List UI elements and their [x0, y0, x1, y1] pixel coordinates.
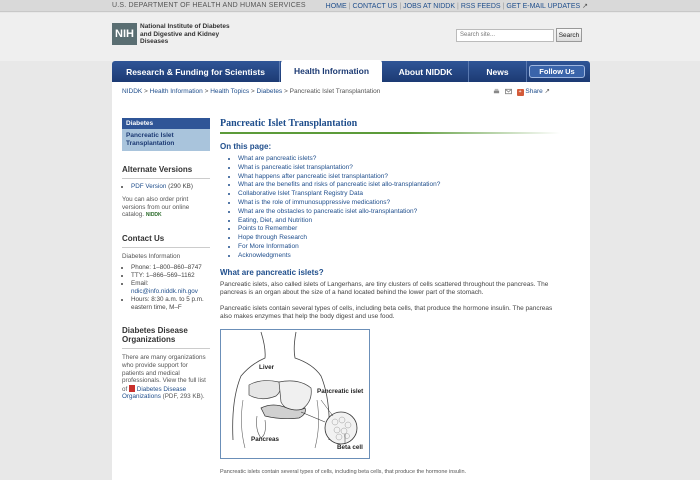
organizations-heading: Diabetes Disease Organizations	[122, 326, 210, 349]
sidebar	[122, 118, 210, 401]
search-button[interactable]: Search	[556, 28, 582, 42]
sidebar-section-header[interactable]: Diabetes	[122, 118, 210, 129]
content-area	[112, 82, 590, 480]
niddk-tag[interactable]: NIDDK	[145, 212, 162, 219]
external-link-icon: ↗	[582, 3, 588, 10]
breadcrumb-niddk[interactable]: NIDDK	[122, 88, 143, 95]
orgs-size: (PDF, 293 KB).	[162, 393, 205, 401]
page-title: Pancreatic Islet Transplantation	[220, 118, 358, 129]
toc-item[interactable]	[238, 190, 560, 199]
print-icon[interactable]	[493, 88, 500, 95]
toc-item[interactable]	[238, 234, 560, 243]
toc-item[interactable]	[238, 208, 560, 217]
utility-links: HOME | CONTACT US | JOBS AT NIDDK | RSS FEEDS | GET E-MAIL UPDATES ↗	[325, 3, 588, 10]
toc-item[interactable]	[238, 199, 560, 208]
toc-link[interactable]: Acknowledgments	[238, 251, 291, 259]
paragraph: Pancreatic islets contain several types of cells, including beta cells, that produce the hormone insulin. The pancreas also makes enzymes that help the body digest and use food.	[220, 304, 553, 321]
email-link[interactable]: ndic@info.niddk.nih.gov	[131, 288, 198, 296]
search-input[interactable]: Search site...	[456, 29, 554, 42]
tab-health-information[interactable]: Health Information	[281, 60, 382, 82]
toc-link[interactable]: What is pancreatic islet transplantation?	[238, 163, 353, 171]
page-tools	[493, 87, 550, 96]
toc-link[interactable]: What are pancreatic islets?	[238, 155, 317, 162]
order-text-body: You can also order print versions from our online catalog.	[122, 196, 190, 219]
toc-item[interactable]	[238, 225, 560, 234]
sidebar-item-islet-transplantation[interactable]: Pancreatic Islet Transplantation	[122, 129, 210, 151]
email-label: Email:	[131, 280, 149, 288]
pdf-icon	[129, 385, 135, 392]
tab-news[interactable]: News	[469, 61, 527, 82]
toc-item[interactable]	[238, 173, 560, 182]
on-this-page-heading: On this page:	[220, 142, 272, 151]
toc-link[interactable]: What are the obstacles to pancreatic islet allo-transplantation?	[238, 207, 418, 215]
figure-label-beta-cell: Beta cell	[337, 443, 363, 451]
home-link[interactable]: HOME	[325, 3, 347, 10]
jobs-link[interactable]: JOBS AT NIDDK	[403, 3, 456, 10]
pdf-size: (290 KB)	[168, 183, 193, 190]
tab-about-niddk[interactable]: About NIDDK	[383, 61, 469, 82]
toc-item[interactable]	[238, 155, 560, 164]
toc-link[interactable]: For More Information	[238, 242, 299, 250]
main-article	[220, 118, 560, 475]
share-icon: +	[517, 89, 524, 96]
breadcrumb-health-topics[interactable]: Health Topics	[210, 88, 250, 95]
pdf-version-item	[131, 183, 210, 191]
rss-feeds-link[interactable]: RSS FEEDS	[460, 3, 501, 10]
figure-label-pancreas: Pancreas	[251, 435, 280, 443]
follow-us-button[interactable]: Follow Us	[529, 65, 585, 78]
toc-link[interactable]: What happens after pancreatic islet transplantation?	[238, 172, 388, 180]
organizations-link[interactable]: Diabetes Disease Organizations	[122, 385, 187, 401]
toc-link[interactable]: Points to Remember	[238, 225, 298, 233]
figure-caption: Pancreatic islets contain several types of cells, including beta cells, that produce the hormone insulin.	[220, 468, 467, 475]
organizations-text	[122, 354, 210, 401]
breadcrumb-current: Pancreatic Islet Transplantation	[289, 88, 381, 95]
section-heading-islets: What are pancreatic islets?	[220, 267, 324, 277]
orgs-text-body: There are many organizations who provide support for patients and medical professionals. View the full list of	[122, 354, 206, 393]
toc-item[interactable]	[238, 252, 560, 261]
contact-org: Diabetes Information	[122, 252, 181, 260]
pdf-version-link[interactable]: PDF Version	[131, 183, 167, 190]
pancreas-illustration	[220, 329, 370, 459]
toc-link[interactable]: Hope through Research	[238, 234, 308, 242]
toc-item[interactable]	[238, 181, 560, 190]
order-text	[122, 196, 210, 220]
figure-label-islet: Pancreatic islet	[317, 387, 364, 395]
contact-hours: • Hours: 8:30 a.m. to 5 p.m. eastern time, M–F	[131, 296, 210, 312]
toc-link[interactable]: What are the benefits and risks of pancreatic islet allo-transplantation?	[238, 181, 441, 189]
email-icon[interactable]	[505, 88, 512, 95]
share-button[interactable]: + Share ↗	[517, 87, 550, 96]
institute-name[interactable]: National Institute of Diabetes and Digestive and Kidney Diseases	[140, 23, 230, 45]
nih-logo[interactable]: NIH	[112, 23, 137, 45]
table-of-contents	[220, 155, 560, 261]
email-updates-link[interactable]: GET E-MAIL UPDATES	[506, 3, 581, 10]
agency-name: U.S. DEPARTMENT OF HEALTH AND HUMAN SERVICES	[112, 2, 306, 9]
contact-email	[131, 280, 210, 296]
contact-us-heading: Contact Us	[122, 234, 210, 248]
breadcrumb: NIDDK > Health Information > Health Topics > Diabetes > Pancreatic Islet Transplantation	[122, 88, 381, 95]
contact-tty: • TTY: 1–866–569–1162	[131, 272, 210, 280]
toc-link[interactable]: What is the role of immunosuppressive medications?	[238, 198, 391, 206]
toc-item[interactable]	[238, 217, 560, 226]
paragraph: Pancreatic islets, also called islets of Langerhans, are tiny clusters of cells scattered throughout the pancreas. The pancreas is an organ about the size of a hand located behind the lower part of the stomach.	[220, 280, 549, 297]
toc-item[interactable]	[238, 243, 560, 252]
share-link[interactable]: Share	[525, 88, 543, 95]
tab-research-funding[interactable]: Research & Funding for Scientists	[112, 61, 280, 82]
toc-link[interactable]: Eating, Diet, and Nutrition	[238, 216, 313, 224]
alternate-versions-heading: Alternate Versions	[122, 165, 210, 179]
contact-phone: • Phone: 1–800–860–8747	[131, 264, 210, 272]
site-header	[0, 13, 700, 61]
main-nav	[112, 61, 590, 82]
contact-us-link[interactable]: CONTACT US	[352, 3, 398, 10]
toc-item[interactable]	[238, 164, 560, 173]
title-divider	[220, 132, 560, 134]
breadcrumb-diabetes[interactable]: Diabetes	[256, 88, 283, 95]
top-utility-bar	[0, 0, 700, 12]
figure-label-liver: Liver	[259, 363, 275, 371]
breadcrumb-health-information[interactable]: Health Information	[149, 88, 203, 95]
toc-link[interactable]: Collaborative Islet Transplant Registry Data	[238, 190, 364, 198]
